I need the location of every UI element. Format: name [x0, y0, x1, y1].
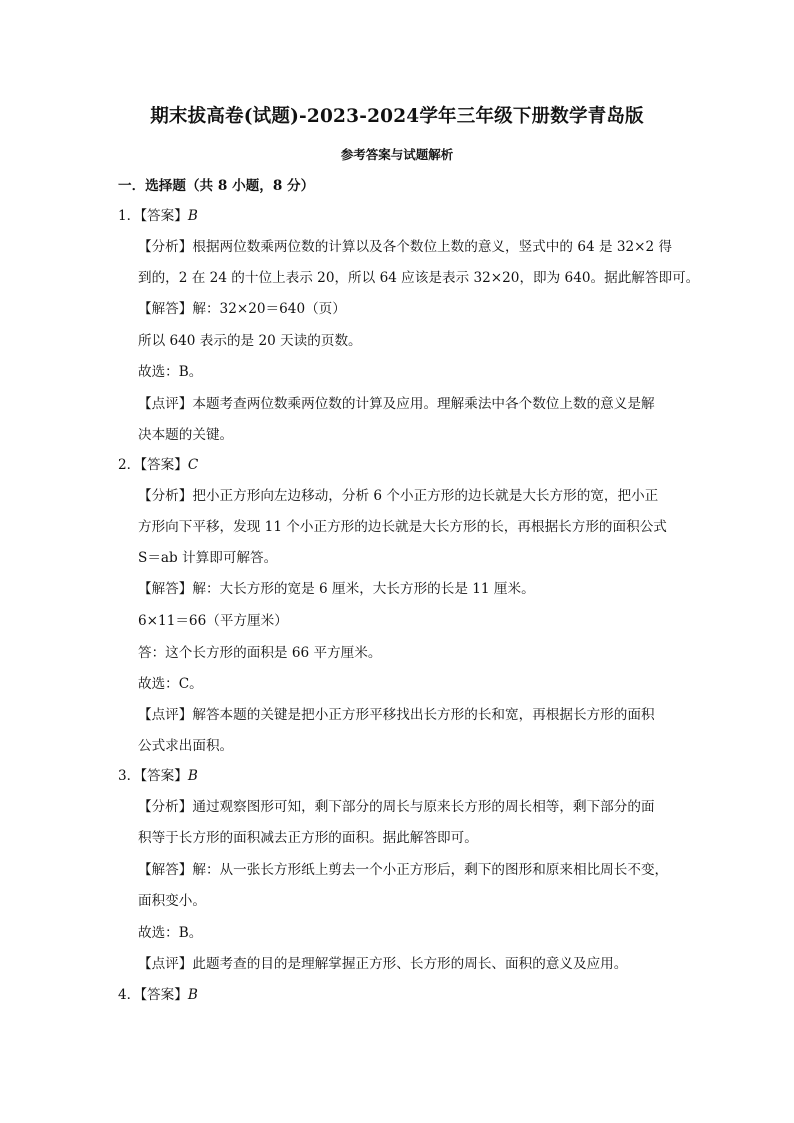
- q3-solution-line-1: 【解答】解：从一张长方形纸上剪去一个小正方形后，剩下的图形和原来相比周长不变，: [138, 862, 669, 878]
- q3-analysis-line-1: 【分析】通过观察图形可知，剩下部分的周长与原来长方形的周长相等，剩下部分的面: [138, 799, 655, 815]
- q2-solution-line-3: 答：这个长方形的面积是 66 平方厘米。: [138, 645, 382, 661]
- q2-comment-line-1: 【点评】解答本题的关键是把小正方形平移找出长方形的长和宽，再根据长方形的面积: [138, 707, 655, 723]
- q1-answer: B: [187, 208, 198, 224]
- q4-answer-tag: 【答案】: [140, 987, 188, 1003]
- q2-number: 2．: [118, 457, 141, 473]
- q2-choice: 故选：C。: [138, 676, 203, 692]
- q2-analysis-line-1: 【分析】把小正方形向左边移动，分析 6 个小正方形的边长就是大长方形的宽，把小正: [138, 488, 659, 504]
- q3-answer-tag: 【答案】: [140, 768, 188, 784]
- q1-comment-line-2: 决本题的关键。: [138, 427, 234, 443]
- q1-answer-line: [118, 207, 198, 225]
- q2-comment-line-2: 公式求出面积。: [138, 738, 234, 754]
- q4-answer-line: [118, 986, 198, 1004]
- page-subtitle: 参考答案与试题解析: [340, 147, 454, 162]
- q4-answer: B: [187, 987, 198, 1003]
- q3-choice: 故选：B。: [138, 925, 203, 941]
- q2-solution-line-2: 6×11＝66（平方厘米）: [138, 613, 288, 629]
- q1-choice: 故选：B。: [138, 364, 203, 380]
- q3-answer: B: [187, 768, 198, 784]
- q1-solution-line-1: 【解答】解：32×20＝640（页）: [138, 301, 346, 317]
- q3-solution-line-2: 面积变小。: [138, 893, 206, 909]
- q3-analysis-line-2: 积等于长方形的面积减去正方形的面积。据此解答即可。: [138, 830, 478, 846]
- q1-solution-line-2: 所以 640 表示的是 20 天读的页数。: [138, 333, 362, 349]
- q1-number: 1．: [118, 208, 141, 224]
- q2-answer-line: [118, 456, 198, 474]
- q2-solution-line-1: 【解答】解：大长方形的宽是 6 厘米，大长方形的长是 11 厘米。: [138, 581, 535, 597]
- q2-analysis-line-3: S＝ab 计算即可解答。: [138, 550, 278, 566]
- q1-analysis-line-2: 到的，2 在 24 的十位上表示 20，所以 64 应该是表示 32×20，即为 640。据此解答即可。: [138, 270, 700, 286]
- q3-number: 3．: [118, 768, 141, 784]
- q1-answer-tag: 【答案】: [140, 208, 188, 224]
- q2-analysis-line-2: 方形向下平移，发现 11 个小正方形的边长就是大长方形的长，再根据长方形的面积公式: [138, 519, 667, 535]
- page-title: 期末拔高卷(试题)-2023-2024学年三年级下册数学青岛版: [150, 106, 644, 127]
- q3-comment-line-1: 【点评】此题考查的目的是理解掌握正方形、长方形的周长、面积的意义及应用。: [138, 956, 628, 972]
- q2-answer-tag: 【答案】: [140, 457, 188, 473]
- q3-answer-line: [118, 767, 198, 785]
- q4-number: 4．: [118, 987, 141, 1003]
- q1-analysis-line-1: 【分析】根据两位数乘两位数的计算以及各个数位上数的意义，竖式中的 64 是 32×2 得: [138, 239, 673, 255]
- q2-answer: C: [187, 457, 199, 473]
- section-heading: 一．选择题（共 8 小题，8 分）: [118, 178, 315, 194]
- q1-comment-line-1: 【点评】本题考查两位数乘两位数的计算及应用。理解乘法中各个数位上数的意义是解: [138, 396, 655, 412]
